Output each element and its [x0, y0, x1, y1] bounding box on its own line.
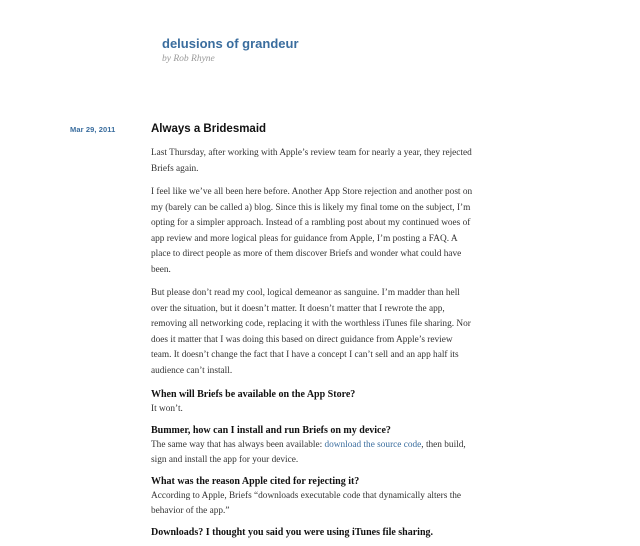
faq-item	[151, 474, 473, 519]
post-title[interactable]: Always a Bridesmaid	[151, 123, 267, 135]
post-paragraph: But please don’t read my cool, logical demeanor as sanguine. I’m madder than hell over the situation, but it doesn’t matter. It doesn’t matter that I rewrote the app, removing all networking code, replacing it with the worthless iTunes file sharing. Nor does it matter that I was doing this based on direct guidance from Apple’s review team. It doesn’t change the fact that I have a concept I can’t sell and an app half its audience can’t install.	[151, 288, 471, 376]
faq-item	[151, 387, 473, 417]
site-header	[162, 36, 299, 65]
faq-answer: It won’t.	[151, 404, 183, 414]
download-source-code-link[interactable]: download the source code	[324, 440, 422, 450]
faq-item	[151, 423, 473, 468]
post-paragraph: Last Thursday, after working with Apple’s review team for nearly a year, they rejected Briefs again.	[151, 148, 472, 174]
faq-question: What was the reason Apple cited for rejecting it?	[151, 476, 360, 487]
faq-answer: According to Apple, Briefs “downloads executable code that dynamically alters the behavior of the app.”	[151, 491, 462, 516]
faq-question: When will Briefs be available on the App Store?	[151, 389, 356, 400]
faq-question: Downloads? I thought you said you were using iTunes file sharing.	[151, 527, 434, 538]
faq-question: Bummer, how can I install and run Briefs on my device?	[151, 425, 391, 436]
site-title-link[interactable]: delusions of grandeur	[162, 36, 299, 51]
faq-answer	[151, 438, 473, 468]
faq-answer-text: , then build, sign and install the app for your device.	[151, 440, 466, 465]
post-date: Mar 29, 2011	[70, 125, 116, 134]
post-article	[151, 121, 473, 546]
faq-answer-text: The same way that has always been available:	[151, 440, 325, 450]
site-byline: by Rob Rhyne	[162, 54, 215, 64]
faq-item	[151, 525, 473, 540]
post-paragraph: I feel like we’ve all been here before. Another App Store rejection and another post on my (barely can be called a) blog. Since this is likely my final tome on the subject, I’m opting for a simpler approach. Instead of a rambling post about my continued woes of app review and more logical pleas for guidance from Apple, I’m posting a FAQ. A place to direct people as more of them discover Briefs and wonder what could have been.	[151, 187, 473, 275]
